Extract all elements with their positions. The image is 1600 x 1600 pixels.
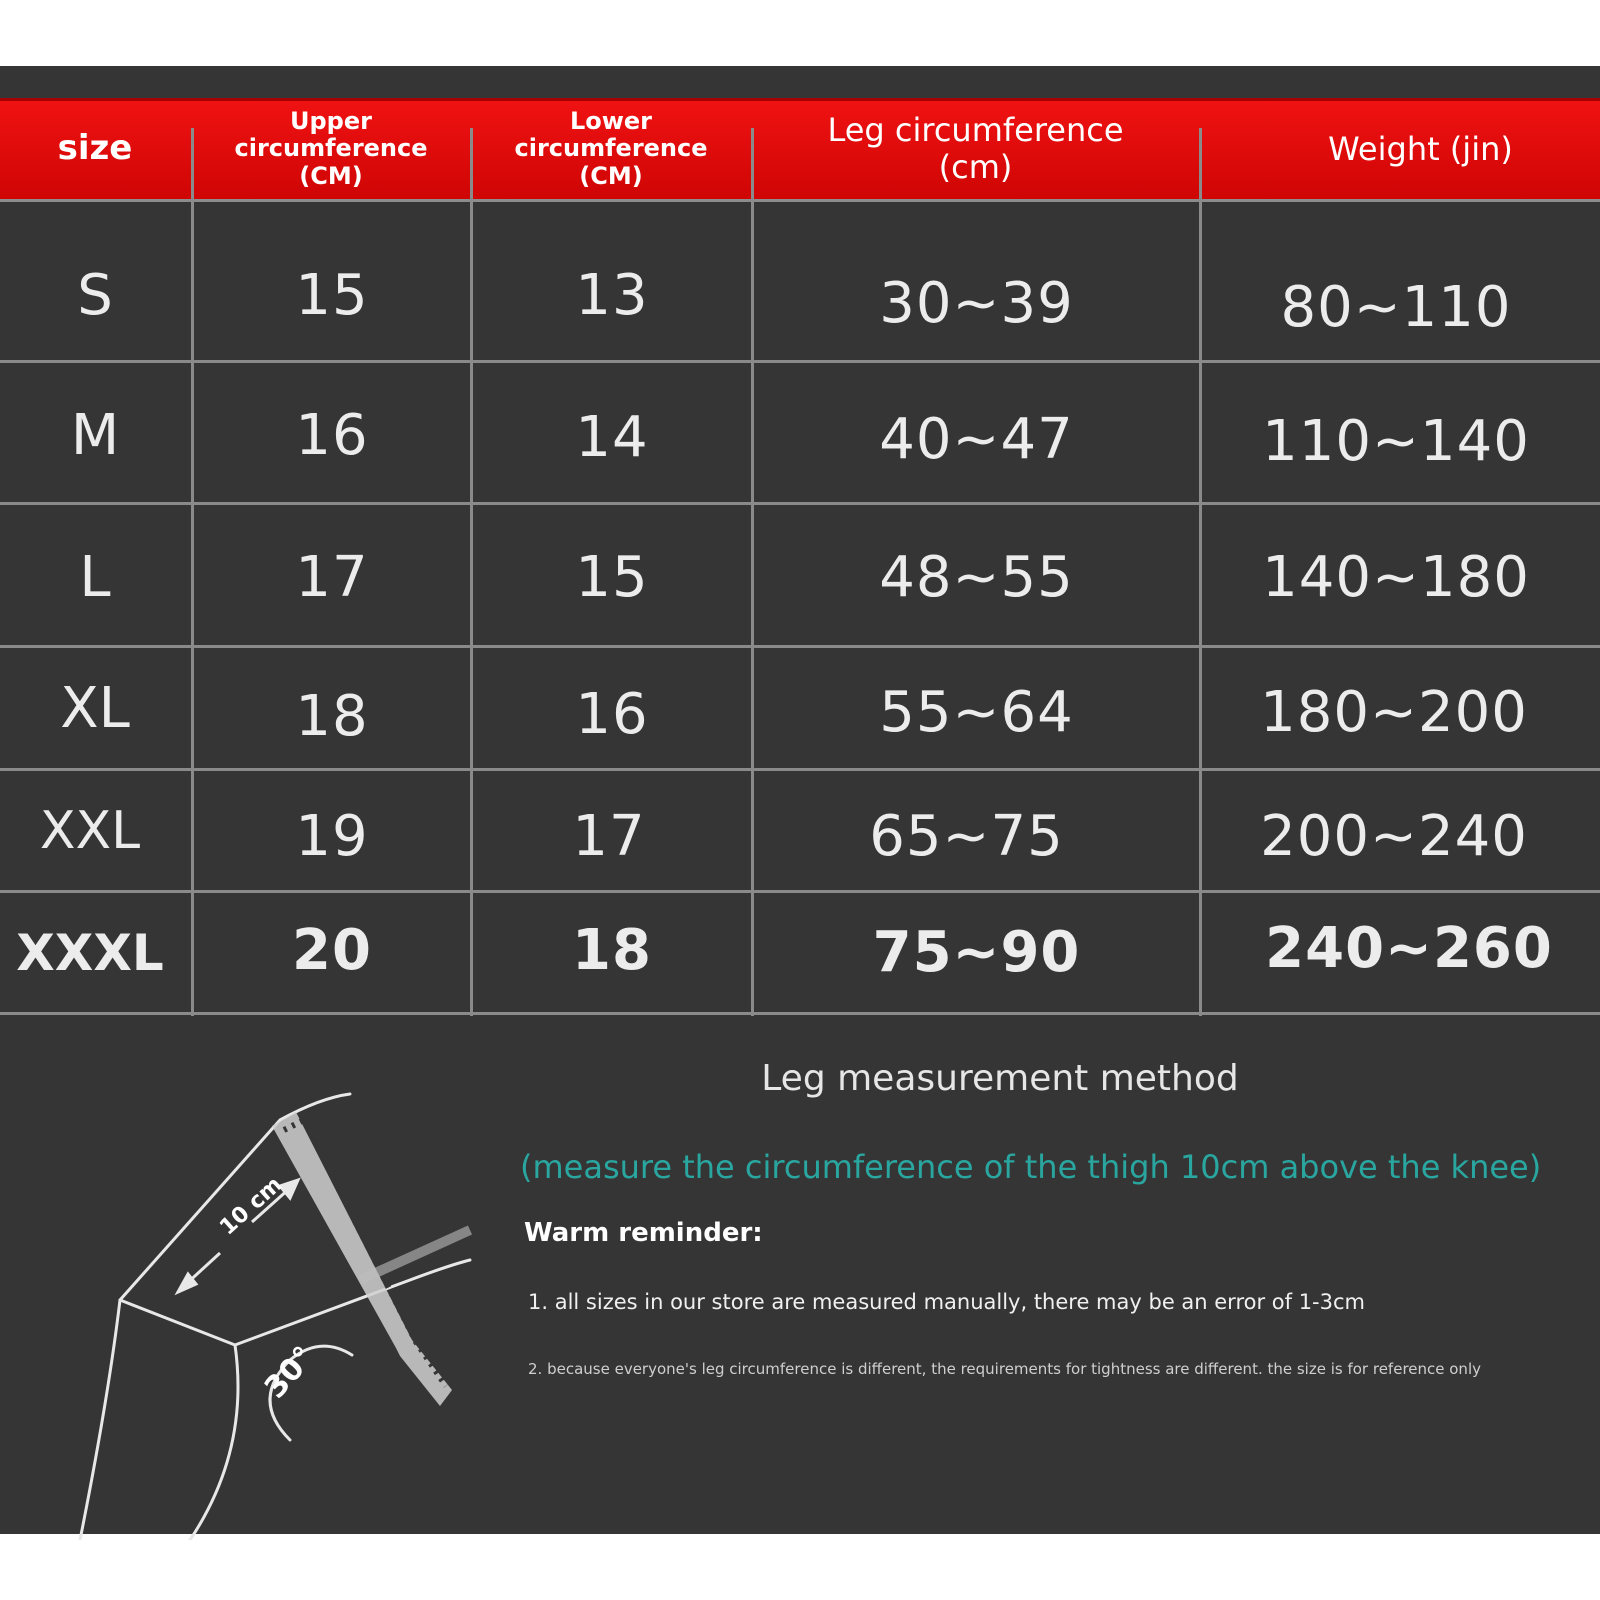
header-size-label: size [57, 128, 133, 169]
tape-strap [360, 1230, 470, 1280]
cell-upper: 16 [295, 402, 369, 468]
reminder-note-2: 2. because everyone's leg circumference is different, the requirements for tightness are different. the size is for reference only [528, 1360, 1481, 1378]
cell-lower: 14 [575, 404, 649, 470]
cell-size: S [77, 262, 113, 328]
header-weight-label: Weight (jin) [1328, 129, 1513, 168]
leg-measurement-illustration [60, 1070, 500, 1540]
shin-back-outline [80, 1300, 120, 1540]
cell-weight: 180~200 [1260, 679, 1528, 745]
header-upper-circumference [193, 100, 469, 198]
measurement-method-title: Leg measurement method [761, 1058, 1239, 1099]
cell-size: XXXL [16, 924, 164, 982]
header-leg-line2: (cm) [938, 148, 1013, 186]
cell-weight: 200~240 [1260, 803, 1528, 869]
cell-upper: 15 [295, 262, 369, 328]
header-lower-circumference [472, 100, 750, 198]
header-lower-line2: (CM) [579, 161, 643, 190]
distance-label: 10 cm [215, 1172, 288, 1241]
cell-upper: 20 [292, 917, 372, 983]
header-weight [1201, 100, 1600, 198]
cell-lower: 18 [572, 917, 652, 983]
row-divider [0, 645, 1600, 648]
angle-label: 30° [257, 1339, 322, 1406]
cell-leg: 55~64 [879, 679, 1074, 745]
cell-weight: 80~110 [1280, 274, 1512, 340]
header-upper-line1: Upper circumference [234, 106, 428, 163]
cell-leg: 75~90 [872, 919, 1081, 985]
cell-weight: 110~140 [1262, 408, 1530, 474]
header-size [0, 100, 190, 198]
cell-size: XL [60, 675, 130, 741]
cell-upper: 18 [295, 683, 369, 749]
cell-leg: 30~39 [879, 270, 1074, 336]
header-lower-line1: Lower circumference [514, 106, 708, 163]
cell-upper: 19 [295, 803, 369, 869]
header-leg-line1: Leg circumference [827, 111, 1124, 150]
measurement-instruction: (measure the circumference of the thigh 10cm above the knee) [520, 1148, 1542, 1186]
knee-outline [120, 1260, 470, 1345]
table-bottom-border [0, 1012, 1600, 1015]
warm-reminder-label: Warm reminder: [524, 1218, 763, 1248]
cell-lower: 13 [575, 262, 649, 328]
cell-size: M [70, 402, 120, 468]
cell-upper: 17 [295, 544, 369, 610]
cell-lower: 17 [572, 803, 646, 869]
cell-weight: 240~260 [1265, 915, 1553, 981]
header-upper-line2: (CM) [299, 161, 363, 190]
cell-leg: 65~75 [869, 803, 1064, 869]
reminder-note-1: 1. all sizes in our store are measured manually, there may be an error of 1-3cm [528, 1290, 1365, 1314]
shin-front-outline [190, 1345, 238, 1540]
cell-size: XXL [39, 801, 141, 861]
cell-leg: 48~55 [879, 544, 1074, 610]
cell-leg: 40~47 [879, 406, 1074, 472]
header-leg-circumference [753, 100, 1198, 198]
cell-weight: 140~180 [1262, 544, 1530, 610]
cell-size: L [79, 544, 111, 610]
cell-lower: 15 [575, 544, 649, 610]
cell-lower: 16 [575, 681, 649, 747]
